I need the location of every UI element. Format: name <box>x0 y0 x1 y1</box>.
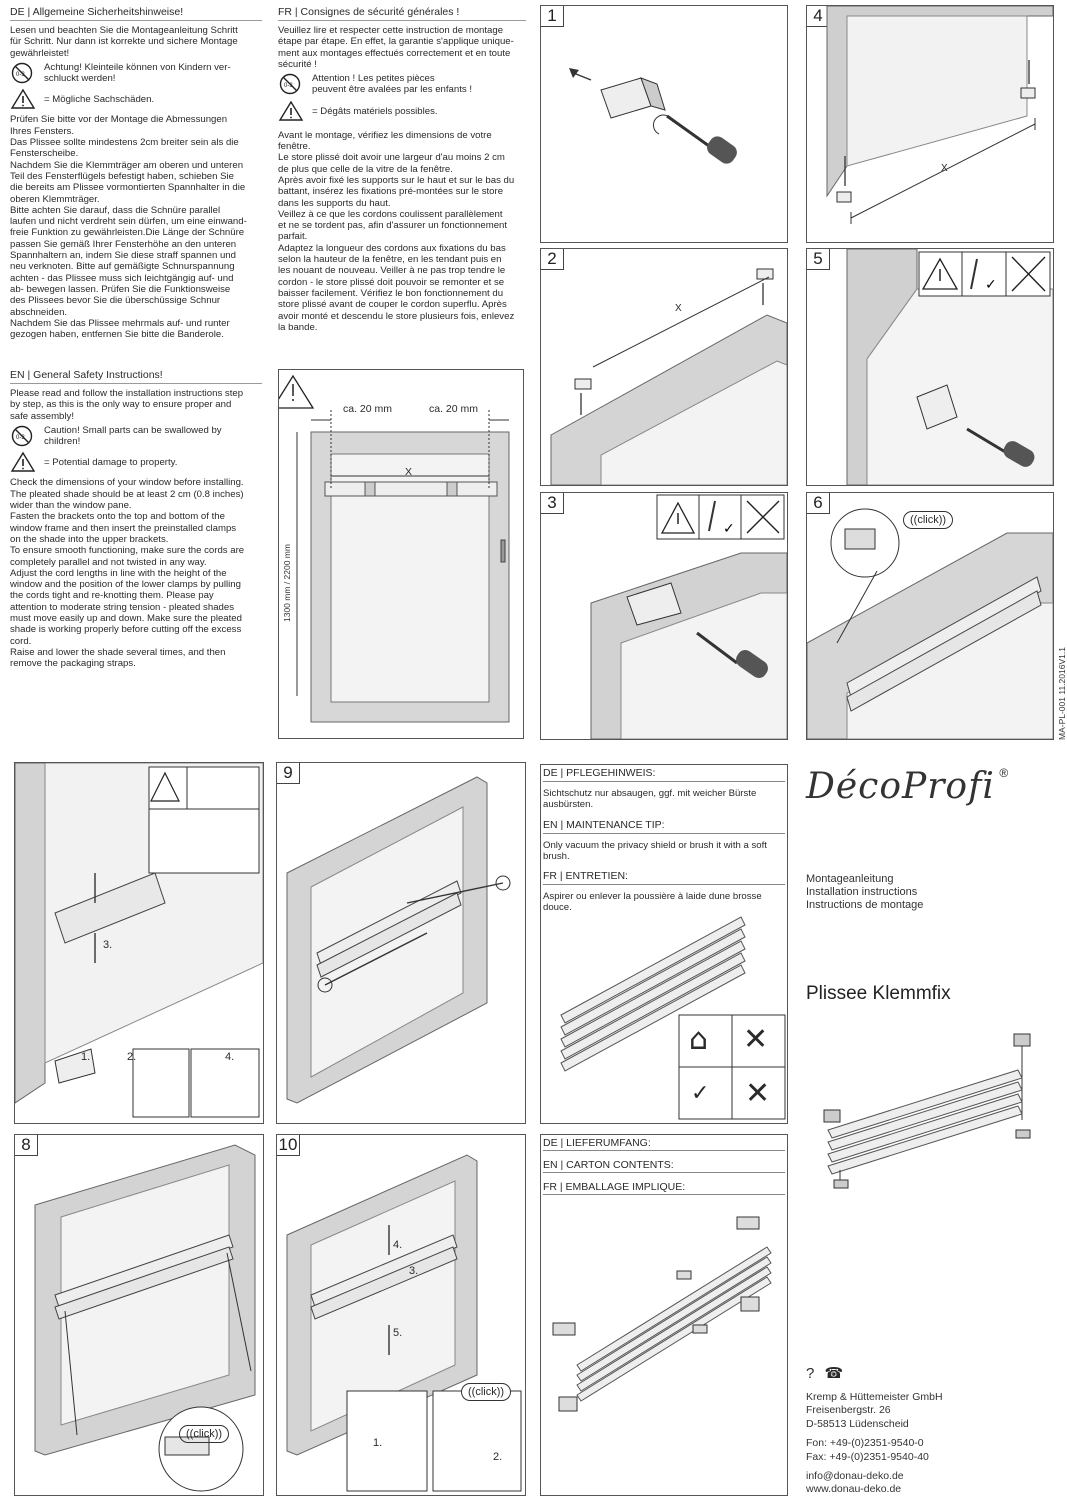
maintenance-fr-text: Aspirer ou enlever la poussière à laide dune brosse douce. <box>543 891 762 914</box>
step-2-panel <box>540 248 788 486</box>
warning-triangle-icon <box>10 88 36 110</box>
fr-safety-section <box>278 6 526 333</box>
contents-fr-title: FR | EMBALLAGE IMPLIQUE: <box>543 1181 785 1195</box>
window-top-brackets-drawing <box>541 249 787 485</box>
maintenance-en-text: Only vacuum the privacy shield or brush it with a soft brush. <box>543 839 767 862</box>
carton-contents-panel <box>540 1134 788 1496</box>
product-illustration <box>818 1030 1038 1190</box>
dim-left-label: ca. 20 mm <box>343 403 393 415</box>
subtitle-en: Installation instructions <box>806 886 918 898</box>
company-contact <box>806 1391 1046 1497</box>
fr-safety-body: Avant le montage, vérifiez les dimensions de votre fenêtre. Le store plissé doit avoir une largeur d'au moins 2 cm de plus que celle de la vitre de la fenêtre. Après avoir fixé les supports sur le haut et sur le bas du battant, insérez les fixations pré-montées sur le store dans les supports du haut. Veillez à ce que les cordons coulissent parallèlement et ne se tordent pas, afin d'assurer un fonctionnement parfait. Adaptez la longueur des cordons aux fixations du bas selon la hauteur de la fenêtre, en les tendant puis en les nouant de nouveau. Veiller à ne pas trop tendre le cordon - le store plissé doit pouvoir se remonter et se baisser facilement. Vérifiez le bon fonctionnement du store plissé avant de couper le cordon superflu. Après avoir monté et descendu le store plusieurs fois, enlevez la bande. <box>278 129 515 333</box>
click-bubble: ((click)) <box>903 511 953 529</box>
step-number: 10 <box>277 1135 300 1156</box>
step-number: 9 <box>277 763 300 784</box>
svg-text:0-3: 0-3 <box>16 434 25 441</box>
substep-1: 1. <box>81 1051 91 1063</box>
svg-text:✓: ✓ <box>723 521 735 537</box>
maintenance-de-title: DE | PFLEGEHINWEIS: <box>543 767 785 782</box>
de-safety-title: DE | Allgemeine Sicherheitshinweise! <box>10 6 262 21</box>
de-warn-small-parts: 0-3 Achtung! Kleinteile können von Kindern ver- schluckt werden! <box>10 62 262 85</box>
substep-4: 4. <box>225 1051 235 1063</box>
step-number: 4 <box>807 6 830 27</box>
company-name: Kremp & Hüttemeister GmbH <box>806 1391 943 1403</box>
shade-insert-drawing <box>807 493 1053 739</box>
de-safety-body: Prüfen Sie bitte vor der Montage die Abmessungen Ihres Fensters. Das Plissee sollte mindestens 2cm breiter sein als die Fensterscheibe. Nachdem Sie die Klemmträger am oberen und unteren Teil des Fensterflügels befestigt haben, schieben Sie die bereits am Plissee vormontierten Spannhalter in die oberen Klemmträger. Bitte achten Sie darauf, dass die Schnüre parallel laufen und nicht verdreht sein dürfen, um eine einwand- freie Funktion zu gewährleisten.Die Länge der Schnüre passen Sie gemäß Ihrer Fensterhöhe an den unteren Spannhaltern an, indem Sie diese straff spannen und neu verknoten. Bitte auf gemäßigte Schnurspannung achten - das Plissee muss sich leichtgängig auf- und ab- bewegen lassen. Prüfen Sie die Funktionsweise des Plissees bevor Sie die überschüssige Schnur abschneiden. Nachdem Sie das Plissee mehrmals auf- und runter gezogen haben, entfernen Sie bitte die Banderole. <box>10 114 247 341</box>
en-safety-intro: Please read and follow the installation instructions step by step, as this is the only way to ensure proper and safe assembly! <box>10 388 244 422</box>
brand-subtitles <box>806 873 1046 912</box>
en-safety-title: EN | General Safety Instructions! <box>10 369 262 384</box>
fr-warn-damage: = Dégâts matériels possibles. <box>278 100 526 122</box>
company-phone: Fon: +49-(0)2351-9540-0 <box>806 1437 924 1450</box>
de-warn-damage: = Mögliche Sachschäden. <box>10 88 262 110</box>
fr-safety-title: FR | Consignes de sécurité générales ! <box>278 6 526 21</box>
step-5-panel <box>806 248 1054 486</box>
step-4-panel <box>806 5 1054 243</box>
dim-x-label: X <box>941 163 948 174</box>
svg-text:0-3: 0-3 <box>16 71 25 78</box>
cord-adjust-drawing <box>15 763 263 1123</box>
maintenance-de-text: Sichtschutz nur absaugen, ggf. mit weicher Bürste ausbürsten. <box>543 788 757 811</box>
company-fax: Fax: +49-(0)2351-9540-40 <box>806 1450 929 1463</box>
company-city: D-58513 Lüdenscheid <box>806 1417 909 1430</box>
svg-text:✓: ✓ <box>985 277 997 293</box>
logo-text: DécoProfi <box>806 766 995 807</box>
substep-2: 2. <box>127 1051 137 1063</box>
arrow-step-3: 3. <box>103 939 113 951</box>
dim-x-label: X <box>405 466 413 478</box>
bracket-fix-drawing <box>541 493 787 739</box>
fr-warn-small-parts: 0-3 Attention ! Les petites pièces peuvent être avalées par les enfants ! <box>278 73 526 96</box>
window-brackets-drawing <box>807 6 1053 242</box>
step-1-panel <box>540 5 788 243</box>
en-warn-damage: = Potential damage to property. <box>10 451 262 473</box>
brand-logo <box>806 766 1026 822</box>
step-10-panel <box>276 1134 526 1496</box>
step-number: 5 <box>807 249 830 270</box>
de-safety-intro: Lesen und beachten Sie die Montageanleitung Schritt für Schritt. Nur dann ist korrekte und sichere Montage gewährleistet! <box>10 25 238 59</box>
no-children-icon <box>278 73 304 95</box>
substep-4: 4. <box>393 1239 403 1251</box>
dim-height-label: 1300 mm / 2200 mm <box>282 544 292 622</box>
cut-cord-drawing <box>277 763 525 1123</box>
step-7-panel <box>14 762 264 1124</box>
lower-bracket-screw-drawing <box>807 249 1053 485</box>
brush-ok-icon: ✓ <box>691 1081 710 1106</box>
dim-x-label: X <box>675 303 682 314</box>
help-icon: ? <box>806 1365 815 1382</box>
company-street: Freisenbergstr. 26 <box>806 1404 891 1417</box>
product-title: Plissee Klemmfix <box>806 983 951 1004</box>
carton-contents-drawing <box>541 1135 787 1495</box>
step-9-panel <box>276 762 526 1124</box>
no-children-icon <box>10 62 36 84</box>
step-3-panel <box>540 492 788 740</box>
step-number: 2 <box>541 249 564 270</box>
substep-3: 3. <box>409 1265 419 1277</box>
no-spray-icon: ✕ <box>743 1022 769 1057</box>
vacuum-icon: ⌂ <box>689 1022 709 1057</box>
step-number: 6 <box>807 493 830 514</box>
en-warn-small-parts: 0-3 Caution! Small parts can be swallowed by children! <box>10 425 262 448</box>
step-8-panel <box>14 1134 264 1496</box>
pleated-fabric-drawing <box>541 765 787 1123</box>
no-children-icon <box>10 425 36 447</box>
no-wash-icon: ✕ <box>745 1076 771 1111</box>
step-6-panel <box>806 492 1054 740</box>
subtitle-de: Montageanleitung <box>806 873 894 885</box>
substep-5: 5. <box>393 1327 403 1339</box>
company-website[interactable]: www.donau-deko.de <box>806 1483 902 1496</box>
maintenance-fr-title: FR | ENTRETIEN: <box>543 870 785 885</box>
step-number: 1 <box>541 6 564 27</box>
phone-icon: ☎ <box>824 1364 844 1382</box>
warning-triangle-icon <box>10 451 36 473</box>
step-number: 8 <box>15 1135 38 1156</box>
bracket-screw-drawing <box>541 6 787 242</box>
step-number: 3 <box>541 493 564 514</box>
en-safety-body: Check the dimensions of your window before installing. The pleated shade should be at least 2 cm (0.8 inches) wider than the window pane. Fasten the brackets onto the top and bottom of the window frame and then insert the preinstalled clamps on the shade into the upper brackets. To ensure smooth functioning, make sure the cords are completely parallel and not twisted in any way. Adjust the cord lengths in line with the height of the window and the position of the lower clamps by pulling the cords tight and re-knotting them. Please pay attention to moderate string tension - pleated shades must move easily up and down. Make sure the pleated shade is working properly before cutting off the excess cord. Raise and lower the shade several times, and then remove the packaging straps. <box>10 477 245 670</box>
de-safety-section <box>10 6 262 340</box>
fr-safety-intro: Veuillez lire et respecter cette instruction de montage étape par étape. En effet, la garantie s'applique unique- ment aux montages effectués correctement et en toute sécurité ! <box>278 25 514 70</box>
contents-de-title: DE | LIEFERUMFANG: <box>543 1137 785 1151</box>
company-email[interactable]: info@donau-deko.de <box>806 1470 904 1483</box>
en-safety-section <box>10 369 262 670</box>
tension-cords-drawing <box>15 1135 263 1495</box>
contents-en-title: EN | CARTON CONTENTS: <box>543 1159 785 1173</box>
click-bubble: ((click)) <box>461 1383 511 1401</box>
registered-mark: ® <box>999 766 1009 780</box>
dimension-drawing <box>279 370 523 738</box>
svg-text:0-3: 0-3 <box>284 83 293 90</box>
dim-right-label: ca. 20 mm <box>429 403 479 415</box>
subtitle-fr: Instructions de montage <box>806 899 924 911</box>
maintenance-panel <box>540 764 788 1124</box>
window-dimension-diagram <box>278 369 524 739</box>
maintenance-en-title: EN | MAINTENANCE TIP: <box>543 819 785 834</box>
warning-triangle-icon <box>278 100 304 122</box>
operate-shade-drawing <box>277 1135 525 1495</box>
substep-1: 1. <box>373 1437 383 1449</box>
help-phone-icons <box>806 1364 843 1382</box>
click-bubble: ((click)) <box>179 1425 229 1443</box>
substep-2: 2. <box>493 1451 503 1463</box>
doc-code: MA-PL-001 11.2016V1.1 <box>1057 647 1067 740</box>
